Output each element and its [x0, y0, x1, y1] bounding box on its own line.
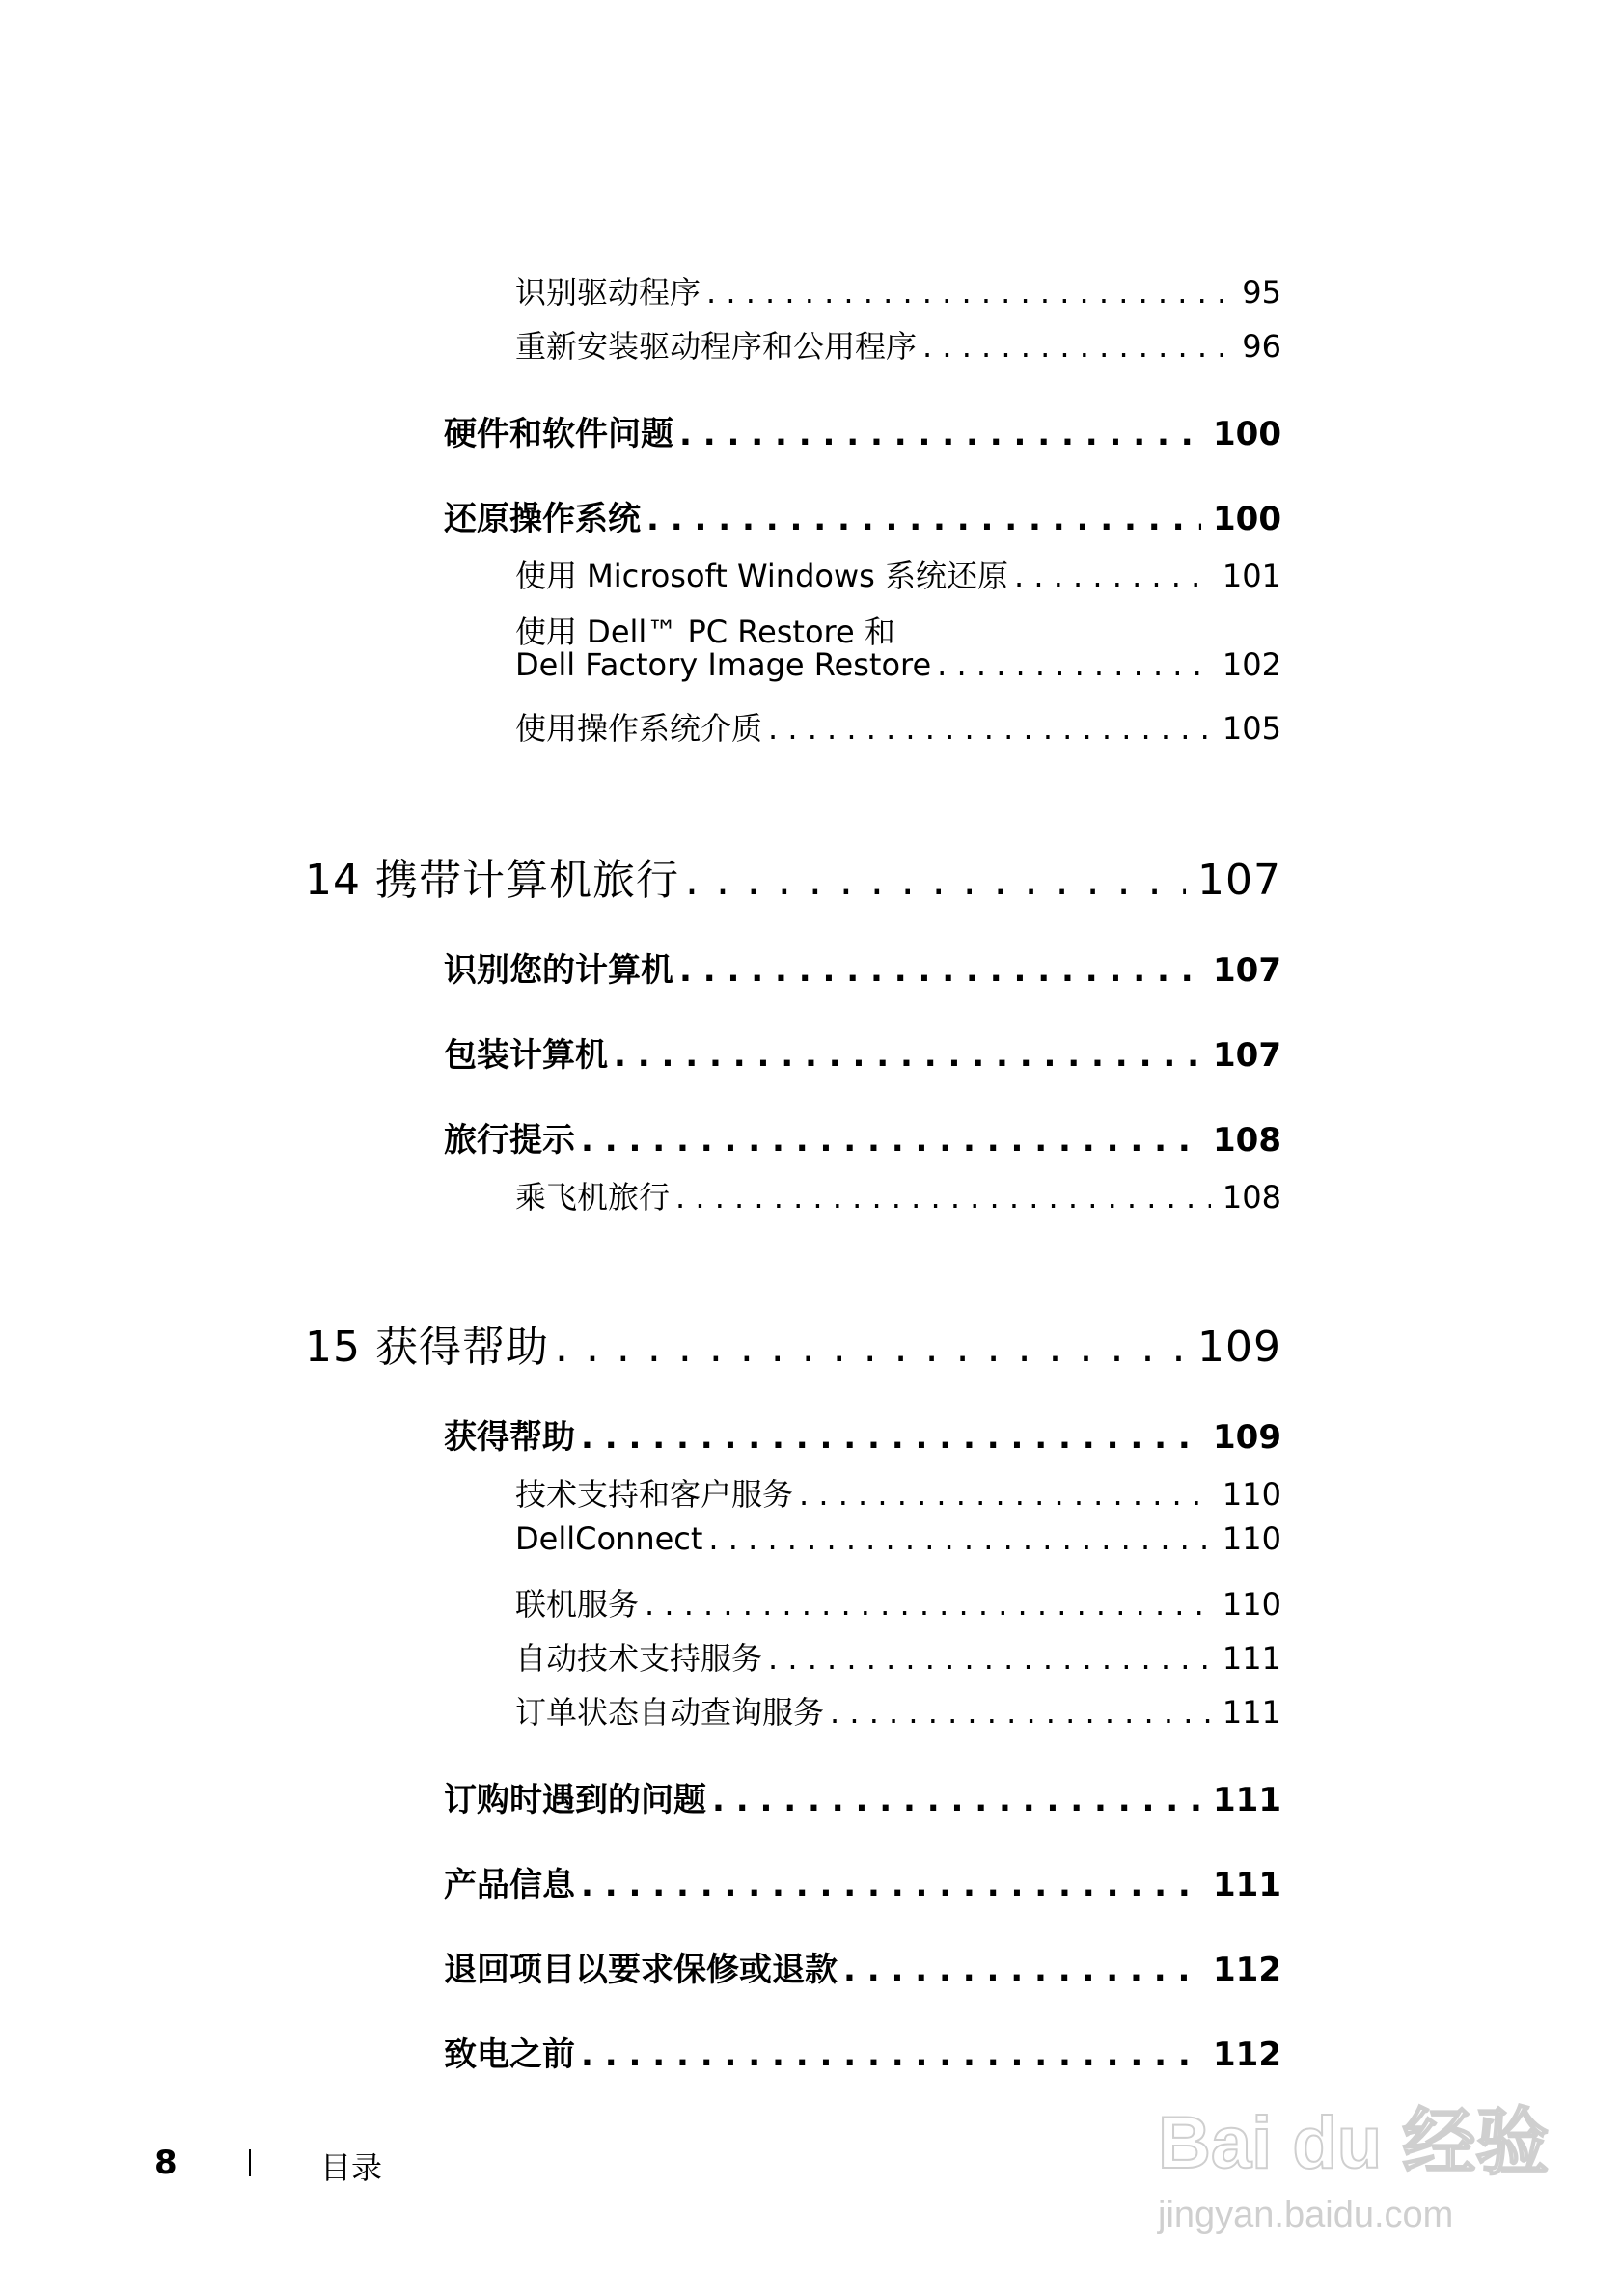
toc-entry[interactable] [444, 1410, 1281, 1458]
dot-leader [830, 1694, 1211, 1731]
toc-entry-page: 112 [1213, 2036, 1281, 2074]
toc-entry[interactable] [515, 1520, 1281, 1557]
toc-entry[interactable] [444, 943, 1281, 991]
toc-entry-label: DellConnect [515, 1520, 703, 1557]
toc-entry-label: 识别您的计算机 [444, 951, 673, 990]
toc-entry-label: 乘飞机旅行 [515, 1179, 671, 1216]
toc-entry-page: 108 [1222, 1179, 1281, 1216]
dot-leader [712, 1781, 1201, 1819]
toc-entry[interactable] [515, 1634, 1281, 1679]
toc-entry-label: 订单状态自动查询服务 [515, 1694, 825, 1731]
toc-entry[interactable] [444, 1858, 1281, 1905]
toc-entry[interactable] [444, 2028, 1281, 2075]
toc-entry-label: 使用 Microsoft Windows 系统还原 [515, 558, 1008, 594]
toc-entry[interactable] [515, 1688, 1281, 1733]
toc-entry-page: 111 [1222, 1694, 1281, 1731]
toc-entry[interactable] [515, 1173, 1281, 1217]
toc-entry[interactable] [305, 1312, 1281, 1374]
dot-leader [922, 328, 1230, 365]
toc-entry[interactable] [515, 268, 1281, 313]
toc-entry-label-line1: 使用 Dell™ PC Restore 和 [515, 614, 895, 650]
dot-leader [675, 1179, 1211, 1216]
toc-entry-label: 订购时遇到的问题 [444, 1781, 706, 1819]
baidu-watermark [1158, 2084, 1549, 2236]
dot-leader [679, 415, 1201, 453]
toc-entry-label: 15 获得帮助 [305, 1323, 549, 1372]
dot-leader [646, 500, 1201, 538]
footer-section-title: 目录 [320, 2149, 383, 2186]
toc-entry-page: 110 [1222, 1476, 1281, 1513]
toc-entry-page: 101 [1222, 558, 1281, 594]
toc-entry-page: 95 [1242, 274, 1281, 311]
dot-leader [768, 1640, 1211, 1677]
dot-leader [581, 1866, 1201, 1904]
toc-entry-page: 96 [1242, 328, 1281, 365]
toc-entry-label: 技术支持和客户服务 [515, 1476, 794, 1513]
footer-divider [249, 2149, 251, 2176]
toc-entry[interactable] [515, 1580, 1281, 1625]
toc-entry[interactable] [444, 1028, 1281, 1076]
toc-entry-page: 110 [1222, 1520, 1281, 1557]
dot-leader [555, 1323, 1186, 1372]
toc-entry-page: 107 [1213, 1036, 1281, 1075]
toc-entry[interactable] [444, 492, 1281, 539]
toc-entry-label: 硬件和软件问题 [444, 415, 673, 453]
toc-entry-label: 获得帮助 [444, 1418, 575, 1457]
toc-entry-page: 107 [1197, 856, 1281, 905]
toc-entry-page: 109 [1213, 1418, 1281, 1457]
toc-entry-page: 100 [1213, 415, 1281, 453]
dot-leader [799, 1476, 1211, 1513]
toc-entry[interactable] [515, 552, 1281, 596]
toc-entry-page: 100 [1213, 500, 1281, 538]
toc-entry-label: 还原操作系统 [444, 500, 641, 538]
toc-entry-page: 108 [1213, 1121, 1281, 1160]
toc-entry-label: 致电之前 [444, 2036, 575, 2074]
dot-leader [645, 1586, 1211, 1623]
toc-entry-label: 识别驱动程序 [515, 274, 701, 311]
toc-entry[interactable] [444, 1943, 1281, 1990]
toc-entry-page: 111 [1222, 1640, 1281, 1677]
toc-entry[interactable] [515, 322, 1281, 367]
dot-leader [843, 1951, 1201, 1989]
watermark-url: jingyan.baidu.com [1158, 2195, 1454, 2235]
dot-leader [937, 646, 1211, 683]
toc-entry-page: 107 [1213, 951, 1281, 990]
toc-entry[interactable] [515, 1470, 1281, 1515]
dot-leader [614, 1036, 1201, 1075]
toc-entry-label: 退回项目以要求保修或退款 [444, 1951, 838, 1989]
toc-entry-page: 110 [1222, 1586, 1281, 1623]
toc-entry-label: 使用操作系统介质 [515, 710, 763, 747]
toc-entry-label: 自动技术支持服务 [515, 1640, 763, 1677]
toc-entry[interactable] [444, 407, 1281, 454]
dot-leader [679, 951, 1201, 990]
dot-leader [581, 2036, 1201, 2074]
toc-entry[interactable] [515, 646, 1281, 683]
toc-entry-label: Dell Factory Image Restore [515, 646, 932, 683]
toc-entry-page: 109 [1197, 1323, 1281, 1372]
toc-entry-label: 14 携带计算机旅行 [305, 856, 679, 905]
toc-entry-label: 联机服务 [515, 1586, 640, 1623]
watermark-brand: Bai du 经验 [1158, 2102, 1550, 2184]
toc-entry[interactable] [444, 1773, 1281, 1820]
toc-entry-page: 102 [1222, 646, 1281, 683]
dot-leader [708, 1520, 1211, 1557]
toc-entry[interactable] [515, 704, 1281, 749]
dot-leader [581, 1121, 1201, 1160]
dot-leader [685, 856, 1186, 905]
dot-leader [1014, 558, 1211, 594]
toc-entry-label: 重新安装驱动程序和公用程序 [515, 328, 918, 365]
toc-entry[interactable] [305, 845, 1281, 907]
toc-entry[interactable] [444, 1113, 1281, 1161]
dot-leader [706, 274, 1230, 311]
toc-entry-page: 112 [1213, 1951, 1281, 1989]
toc-entry-page: 111 [1213, 1781, 1281, 1819]
dot-leader [768, 710, 1211, 747]
dot-leader [581, 1418, 1201, 1457]
toc-entry-label: 包装计算机 [444, 1036, 608, 1075]
toc-entry-page: 111 [1213, 1866, 1281, 1904]
toc-entry-label: 产品信息 [444, 1866, 575, 1904]
toc-entry-page: 105 [1222, 710, 1281, 747]
toc-entry-label: 旅行提示 [444, 1121, 575, 1160]
footer-page-number: 8 [154, 2144, 178, 2182]
